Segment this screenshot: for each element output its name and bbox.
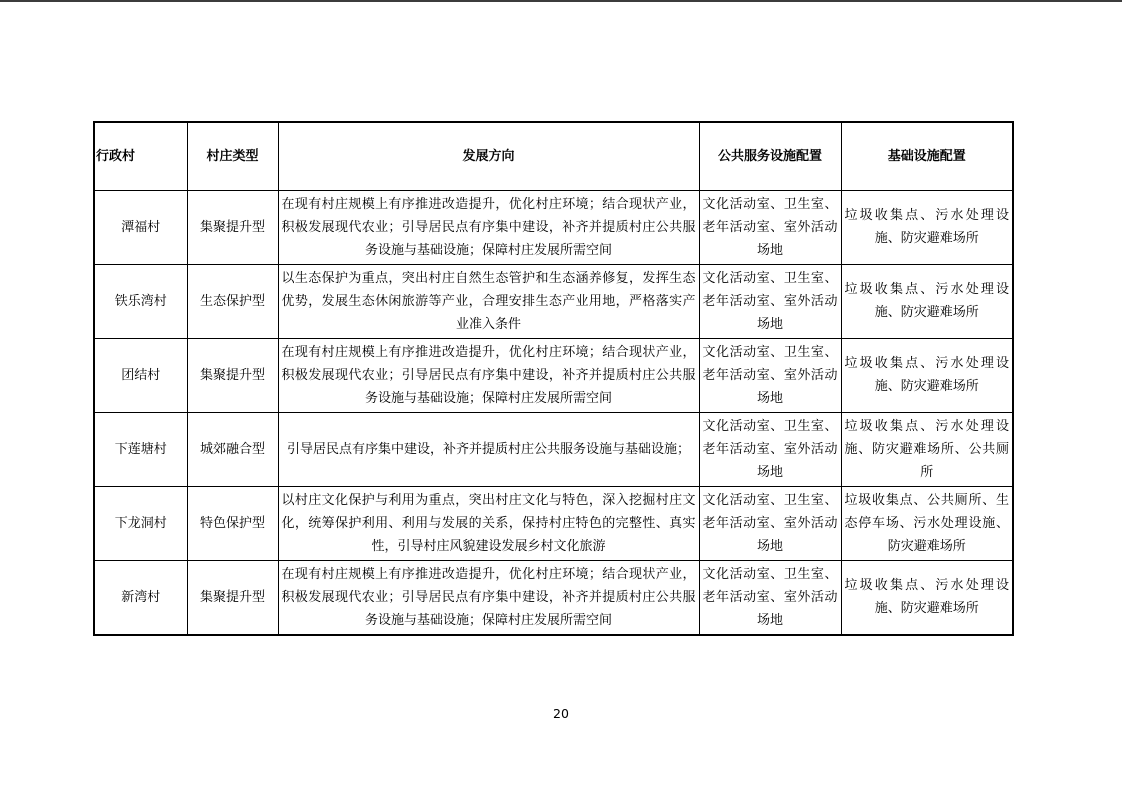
column-header-infrastructure: 基础设施配置 [841,122,1013,190]
public-services-cell: 文化活动室、卫生室、老年活动室、室外活动场地 [699,560,841,635]
village-name-cell: 团结村 [94,338,187,412]
public-services-cell: 文化活动室、卫生室、老年活动室、室外活动场地 [699,264,841,338]
table-row [94,412,1013,486]
infrastructure-cell: 垃圾收集点、污水处理设施、防灾避难场所 [841,264,1013,338]
development-direction-cell: 在现有村庄规模上有序推进改造提升，优化村庄环境；结合现状产业，积极发展现代农业；引导居民点有序集中建设，补齐并提质村庄公共服务设施与基础设施；保障村庄发展所需空间 [278,190,699,264]
infrastructure-cell: 垃圾收集点、污水处理设施、防灾避难场所 [841,560,1013,635]
village-name-cell: 潭福村 [94,190,187,264]
infrastructure-cell: 垃圾收集点、污水处理设施、防灾避难场所 [841,190,1013,264]
village-planning-table [93,121,1014,636]
column-header-public-services: 公共服务设施配置 [699,122,841,190]
column-header-village: 行政村 [94,122,187,190]
table-row [94,190,1013,264]
village-type-cell: 城郊融合型 [187,412,278,486]
column-header-village-type: 村庄类型 [187,122,278,190]
village-type-cell: 集聚提升型 [187,338,278,412]
development-direction-cell: 在现有村庄规模上有序推进改造提升，优化村庄环境；结合现状产业，积极发展现代农业；引导居民点有序集中建设，补齐并提质村庄公共服务设施与基础设施；保障村庄发展所需空间 [278,338,699,412]
table-row [94,560,1013,635]
village-name-cell: 下龙洞村 [94,486,187,560]
development-direction-cell: 引导居民点有序集中建设，补齐并提质村庄公共服务设施与基础设施； [278,412,699,486]
village-name-cell: 铁乐湾村 [94,264,187,338]
village-type-cell: 生态保护型 [187,264,278,338]
page-top-edge [0,0,1122,2]
page-number: 20 [553,706,569,721]
development-direction-cell: 以生态保护为重点，突出村庄自然生态管护和生态涵养修复，发挥生态优势，发展生态休闲旅游等产业，合理安排生态产业用地，严格落实产业准入条件 [278,264,699,338]
table-row [94,264,1013,338]
village-name-cell: 下莲塘村 [94,412,187,486]
table-row [94,338,1013,412]
village-name-cell: 新湾村 [94,560,187,635]
village-type-cell: 集聚提升型 [187,190,278,264]
public-services-cell: 文化活动室、卫生室、老年活动室、室外活动场地 [699,338,841,412]
infrastructure-cell: 垃圾收集点、污水处理设施、防灾避难场所 [841,338,1013,412]
column-header-development-direction: 发展方向 [278,122,699,190]
public-services-cell: 文化活动室、卫生室、老年活动室、室外活动场地 [699,412,841,486]
public-services-cell: 文化活动室、卫生室、老年活动室、室外活动场地 [699,486,841,560]
infrastructure-cell: 垃圾收集点、公共厕所、生态停车场、污水处理设施、防灾避难场所 [841,486,1013,560]
table-row [94,486,1013,560]
table-header-row [94,122,1013,190]
village-type-cell: 特色保护型 [187,486,278,560]
infrastructure-cell: 垃圾收集点、污水处理设施、防灾避难场所、公共厕所 [841,412,1013,486]
development-direction-cell: 以村庄文化保护与利用为重点，突出村庄文化与特色，深入挖掘村庄文化，统筹保护利用、利用与发展的关系，保持村庄特色的完整性、真实性，引导村庄风貌建设发展乡村文化旅游 [278,486,699,560]
village-type-cell: 集聚提升型 [187,560,278,635]
development-direction-cell: 在现有村庄规模上有序推进改造提升，优化村庄环境；结合现状产业，积极发展现代农业；引导居民点有序集中建设，补齐并提质村庄公共服务设施与基础设施；保障村庄发展所需空间 [278,560,699,635]
public-services-cell: 文化活动室、卫生室、老年活动室、室外活动场地 [699,190,841,264]
